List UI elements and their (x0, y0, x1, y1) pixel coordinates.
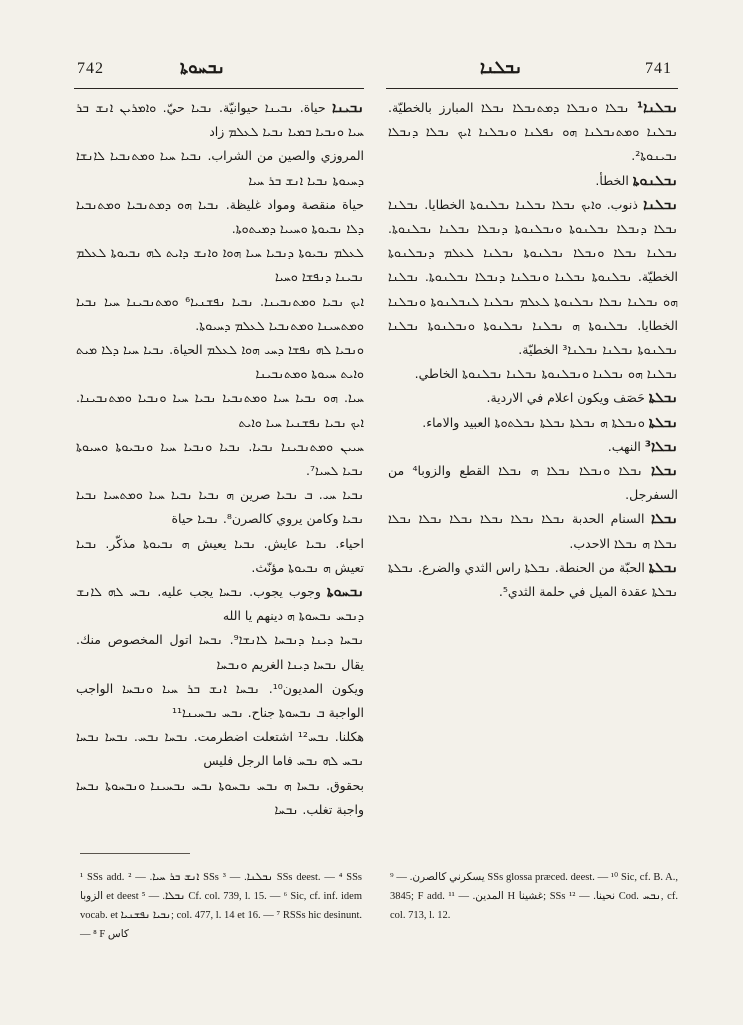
right-column-entry (388, 362, 678, 386)
headword: ܢܒܠܐ (651, 463, 679, 480)
header-rule-right (386, 88, 678, 89)
left-column-entry (76, 144, 364, 192)
right-column-entry (388, 507, 678, 555)
entry-text: وجوب يجوب. ܢܒܚܐ يجب عليه. ܢܒܚ ܠܗ ܠܐܢܫ ܕܢܒܚ ܢܒܚܘܬܐ ܗ دينهم يا الله (76, 584, 364, 624)
right-column-entry (388, 556, 678, 604)
right-page-number: 741 (645, 60, 672, 77)
entry-text: بحقوق. ܢܒܚܐ ܗ ܢܒܚ ܢܒܚܘܬܐ ܢܒܚ ܢܒܚܝܢܐ ܘܢܒܚܘܬܐ ܢܒܚܐ واجبة تغلب. ܢܒܚܐ (76, 777, 364, 817)
entry-text: ܢܒܚܐ ܕܝܢܐ ܕܢܒܚܐ ܠܐܢܫܐ⁹. ܢܒܚܐ اتول المخصوص منك. يقال ܢܒܚܐ ܕܝܢܐ الغريم ܘܢܒܚܐ (76, 632, 364, 672)
left-column-entry (76, 338, 364, 386)
footnote-text-left: ¹ SSs add. ܐܢܫ ܒܪ ܚܝܐ. — ² SSs ܢܒܠܢܐ. — ³ SSs deest. — ⁴ SSs الزوبا et deest ܢܒܠܐ. — ⁵ Cf. col. 739, l. 15. — ⁶ Sic, cf. inf. idem vocab. et ܢܒܝܐ ܢܦܫܢܝܐ; col. 477, l. 14 et 16. — ⁷ RSSs hic desinunt. — ⁸ F كاس (80, 872, 363, 940)
footnote-separator (80, 853, 190, 854)
left-column-entry (76, 435, 364, 483)
left-column-entry (76, 677, 364, 725)
headword: ܢܒܠܢܘܬܐ (632, 172, 678, 189)
headword: ܢܒܠܢܐ¹ (636, 100, 678, 116)
headword: ܢܒܠܐ³ (644, 438, 678, 455)
right-column-entry (388, 435, 678, 459)
left-page-number: 742 (77, 60, 104, 77)
entry-text: حياة منقصة ومواد غليظة. ܢܒܝܐ ܗܘ ܕܡܬܢܒܝܐ ܘܡܬܢܒܝܐ ܕܠܐ ܢܒܝܘܬܐ ܘܚܝܝܐ ܕܡܝܬܘܬܐ. (76, 196, 364, 237)
headword: ܢܒܚܘܬܐ (326, 584, 364, 601)
entry-text: حَصَف ويكون اعلام في الاردية. (486, 390, 649, 406)
left-column-entry (76, 290, 364, 338)
left-column-entry (76, 774, 364, 822)
entry-text: ويكون المديون¹⁰. ܢܒܚܐ ܐܢܫ ܒܪ ܚܝܐ ܘܢܒܚܐ الواجب الواجبة ܒ ܢܒܚܘܬܐ جناح. ܢܒܚ ܢܒܚܝܢܐ¹¹ (76, 680, 364, 721)
entry-text: الخطأ. (595, 172, 633, 188)
footnotes-left (80, 868, 362, 944)
headword: ܢܒܠܬܐ (648, 559, 678, 576)
entry-text: ܢܒܝܐ ܚܝ. ܒ ܢܒܝܐ صرين ܗ ܢܒܝܐ ܢܒܝܐ ܚܝܐ ܘܡܬܚܝܐ ܢܒܝܐ ܢܒܝܐ وكامن يروي كالصرن⁸. ܢܒܝܐ حياة (76, 487, 364, 527)
right-column-entry (388, 193, 678, 362)
entry-text: ܘܢܒܠܬܐ ܗ ܢܒܠܬܐ ܢܒܠܬܐ ܢܒܠܬܘܬܐ العبيد والاماء. (422, 414, 649, 430)
headword: ܢܒܠܬܐ (648, 414, 678, 431)
right-column-entry (388, 96, 678, 169)
entry-text: ܚܝܝܢ ܘܡܬܢܒܝܢܐ ܢܒܝܐ. ܢܒܝܐ ܘܢܒܝܐ ܚܝܐ ܘܢܒܝܘܬܐ ܘܚܝܘܬܐ ܢܒܝܐ ܠܚܝܐ⁷. (76, 438, 364, 479)
headword: ܢܒܝܢܐ (331, 100, 364, 116)
right-running-head: ܢܒܠܢܐ (480, 58, 523, 78)
entry-text: ܚܝܐ. ܗܘ ܢܒܝܐ ܚܝܐ ܘܡܬܢܒܝܐ ܢܒܝܐ ܚܝܐ ܘܢܒܝܐ ܘܡܬܢܒܝܢܐ. ܐܝܟ ܢܒܝܐ ܢܦܫܢܝܐ ܚܝܐ ܘܐܝܬ (76, 390, 364, 430)
left-column-entry (76, 725, 364, 773)
left-column (76, 96, 364, 822)
entry-text: ܢܒܠܢܐ ܗܘ ܢܒܠܢܐ ܘܢܒܠܢܘܬܐ ܢܒܠܢܐ ܢܒܠܢܘܬܐ الخاطي. (414, 366, 678, 382)
entry-text: ܘܢܒܝܐ ܠܗ ܢܦܫܐ ܕܚܝ ܗܘܐ ܠܥܠܡ الحياة. ܢܒܝܐ ܚܝܐ ܕܠܐ ܡܝܬ ܘܐܝܬ ܚܝܘܬܐ ܘܡܬܢܒܝܢܐ (76, 342, 364, 382)
right-column-entry (388, 169, 678, 193)
left-column-entry (76, 96, 364, 144)
entry-text: ܢܒܠܐ ܘܢܒܠܐ ܢܒܠܐ ܗ ܢܒܠܐ القطع والزوبا⁴ من السفرجل. (388, 463, 678, 503)
left-column-entry (76, 193, 364, 241)
entry-text: هكلنا. ܢܒܚ¹² اشتعلت اضطرمت. ܢܒܚܐ ܢܒܚ. ܢܒܚܐ ܢܒܚܐ ܢܒܚ ܠܗ ܢܒܚ فاما الرجل فليس (76, 729, 364, 769)
headword: ܢܒܠܬܐ (648, 390, 678, 407)
entry-text: ܢܒܠܐ ܘܢܒܠܐ ܕܡܬܢܒܠܐ ܢܒܠܐ المبارز بالخطيّة. ܢܒܠܢܐ ܘܡܬܢܒܠܢܐ ܗܘ ܢܦܠܢܐ ܘܢܒܠܢܐ ܐܝܟ ܢܒܠܐ ܕܢܒܠܐ ܢܒܝܢܘܬܐ². (388, 100, 678, 164)
right-column-entry (388, 386, 678, 410)
left-column-entry (76, 628, 364, 676)
right-column-entry (388, 459, 678, 507)
entry-text: السنام الحدبة ܢܒܠܐ ܢܒܠܐ ܢܒܠܐ ܢܒܠܐ ܢܒܠܐ ܢܒܠܐ ܢܒܠܐ ܗ ܢܒܠܐ الاحدب. (388, 511, 678, 551)
entry-text: ܠܥܠܡ ܢܒܝܘܬܐ ܕܢܒܝܐ ܚܝܐ ܗܘܐ ܘܐܢܫ ܕܐܝܬ ܠܗ ܢܒܝܘܬܐ ܠܥܠܡ ܢܒܝܢܐ ܕܢܦܫܐ ܘܚܝܐ (76, 245, 364, 285)
left-column-entry (76, 580, 364, 628)
entry-text: ܐܝܟ ܢܒܝܐ ܘܡܬܢܒܝܢܐ. ܢܒܝܐ ܢܦܫܢܝܐ⁶ ܘܡܬܢܒܝܢܐ ܚܝܐ ܢܒܝܐ ܘܡܬܚܝܢܐ ܘܡܬܢܒܝܐ ܠܥܠܡ ܕܚܝܘܬܐ. (76, 293, 364, 333)
right-column-entry (388, 411, 678, 435)
headword: ܢܒܠܐ (650, 511, 678, 528)
entry-text: النهب. (607, 438, 645, 454)
left-column-entry (76, 483, 364, 531)
entry-text: ذنوب. ܘܐܝܟ ܢܒܠܐ ܢܒܠܢܐ ܢܒܠܢܘܬܐ الخطايا. ܢܒܠܢܐ ܢܒܠܐ ܕܢܒܠܐ ܢܒܠܢܘܬܐ ܘܢܒܠܢܘܬܐ ܕܢܒܠܐ ܢܒܠܢܐ ܢܒܠܢܘܬܐ. ܢܒܠܢܐ ܢܒܠܐ ܘܢܒܠܐ ܢܒܠܢܘܬܐ ܢܒܠܢܐ ܠܥܠܡ ܕܢܒܠܢܘܬܐ الخطيّة. ܢܒܠܢܘܬܐ ܢܒܠܢܐ ܘܢܒܠܢܐ ܕܢܒܠܐ ܢܒܠܢܘܬܐ. ܢܒܠܢܐ ܗܘ ܢܒܠܢܐ ܢܒܠܐ ܢܒܠܢܘܬܐ ܠܥܠܡ ܢܒܠܢܐ ܠܢܒܠܢܘܬܐ ܘܢܒܠܢܐ الخطايا. ܢܒܠܢܘܬܐ ܗ ܢܒܠܢܐ ܢܒܠܢܘܬܐ ܘܢܒܠܢܘܬܐ ܢܒܠܢܐ ܢܒܠܢܘܬܐ ܢܒܠܢܐ ܢܒܠܢܐ³ الخطيّة. (388, 196, 678, 358)
entry-text: المروزي والصين من الشراب. ܢܒܝܐ ܚܝܐ ܘܡܬܢܒܝܐ ܠܐܢܫܐ ܕܚܝܘܬܐ ܢܒܝܐ ܐܢܫ ܒܪ ܚܝܐ (76, 148, 364, 188)
left-column-entry (76, 532, 364, 580)
entry-text: احياء. ܢܒܝܐ عايش. ܢܒܝܐ يعيش ܗ ܢܒܝܘܬܐ مذكّر. ܢܒܝܐ تعيش ܗ ܢܒܝܘܬܐ مؤنّث. (76, 535, 364, 575)
right-column (388, 96, 678, 604)
entry-text: حياة. ܢܒܝܢܐ حيوانيّة. ܢܒܝܐ حيّ. ܘܐܡܪܝܢ ܐܢܫ ܒܪ ܚܝܐ ܘܢܒܝܐ ܒܡܝܐ ܢܒܝܐ ܠܥܠܡ زاد (76, 100, 364, 140)
left-column-entry (76, 386, 364, 434)
entry-text: الحبّة من الحنطة. ܢܒܠܬܐ راس الثدي والضرع. ܢܒܠܬܐ ܢܒܠܬܐ عقدة الميل في حلمة الثدي⁵. (388, 559, 678, 600)
footnote-text-right: يسكرني كالصرن. — ⁹ SSs glossa præced. deest. — ¹⁰ Sic, cf. B. A., 3845; F add. المدين. — ¹¹ H غشينا; SSs نحينا. — ¹² Cod. ܢܒܚ, cf. col. 713, l. 12. (390, 872, 679, 921)
left-column-entry (76, 241, 364, 289)
headword: ܢܒܠܢܐ (643, 196, 678, 213)
footnotes-right (390, 868, 678, 925)
left-running-head: ܢܒܚܘܬܐ (180, 58, 226, 78)
header-rule-left (74, 88, 364, 89)
